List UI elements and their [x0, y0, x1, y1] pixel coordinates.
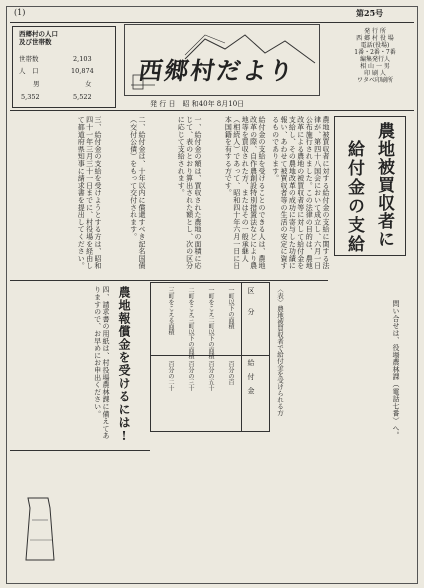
table-row-2-kubun: 一町をこえ二町以下の面積 [207, 287, 214, 359]
publisher-line-5: 編集発行人 [359, 56, 390, 63]
body-column-1: 農地被買収者に対する給付金の支給に関する法律が、第四十八国会において成立し、六月一日公布施行されました。この法律の目的は、農地改革による農地の被買収者等に対して給付金を支給し、その農地改革の成功に寄与した功績に報い、あわせて被買収者等の生活の安定に資するものであります。 [271, 116, 330, 270]
jug-illustration [18, 490, 62, 570]
publisher-info [336, 28, 414, 84]
publisher-line-6: 相 山 一 男 [360, 63, 390, 70]
masthead-title: 西郷村だより [136, 56, 297, 85]
benefit-table [150, 282, 270, 432]
publisher-line-8: ワタベ印刷所 [357, 77, 393, 84]
publish-date: 発 行 日 昭 和40年 8月10日 [150, 100, 245, 108]
population-box [12, 26, 116, 108]
lower-rule [10, 450, 150, 451]
table-col-amount: 給 付 金 [247, 359, 255, 394]
headline-line-2: 給付金の支給 [344, 140, 364, 254]
body-column-left-lower: 四、請求書の用紙は、村役場農林課に備えてありますので、お早めにお申出ください。 [93, 286, 110, 440]
page-number: (1) [14, 8, 26, 17]
body-column-2: 給付金の支給を受けることのできる人は、農地改革の際、自作農創設特別措置法などにより農地等を買収された方、またはその一般承継人（相続人）であって、昭和四十年六月一日に日本国籍を有する方です。 [224, 116, 266, 270]
publisher-line-4: 1番・2番・7番 [354, 49, 396, 56]
households-value: 2,103 [73, 55, 92, 63]
table-row-2-amount: 百分の五十 [207, 361, 214, 391]
population-title-1: 西郷村の人口 [19, 30, 58, 38]
publisher-line-1: 発 行 所 [364, 28, 386, 35]
publisher-line-2: 西 郷 村 役 場 [356, 35, 394, 42]
male-label: 男 [33, 80, 40, 88]
table-row-3-kubun: 二町をこえ三町以下の面積 [187, 287, 194, 359]
population-value: 10,874 [71, 67, 94, 75]
table-row-4-kubun: 三町をこえる面積 [167, 287, 174, 335]
subhead: 農地報償金を受けるには! [117, 286, 131, 444]
table-header-divider [241, 283, 242, 431]
population-label: 人 口 [19, 67, 39, 75]
header-top-rule [10, 22, 414, 23]
table-row-1-kubun: 一町以下の面積 [227, 287, 234, 329]
body-column-left-upper: 三、給付金の支給を受けようとする方は、昭和四十一年三月三十一日までに、村役場を経由して都道府県知事に請求書を提出してください。 [77, 116, 102, 270]
female-value: 5,522 [73, 93, 92, 101]
population-title-2: 及び世帯数 [19, 38, 52, 46]
publisher-line-7: 印 刷 人 [364, 70, 386, 77]
body-column-3: 一、給付金の額は、買収された農地の面積に応じて、表のとおり算出された額とし、次の区分に応じて支給されます。 [177, 116, 202, 270]
mid-rule [10, 280, 328, 281]
households-label: 世帯数 [19, 55, 39, 63]
headline-line-1: 農地被買収者に [374, 122, 394, 248]
table-row-4-amount: 百分の二十 [167, 361, 174, 391]
table-row-3-amount: 百分の三十 [187, 361, 194, 391]
header-bottom-rule [10, 110, 414, 111]
table-row-1-amount: 百分の百 [227, 361, 234, 385]
body-column-right-lower: 問い合せは、役場農林課（電話七番）へ。 [392, 300, 400, 439]
publisher-line-3: 電話(役場) [360, 42, 390, 49]
male-value: 5,352 [21, 93, 40, 101]
body-column-4: 二、給付金は、十年以内に償還すべき記名国債（交付公債）をもって交付されます。 [129, 116, 146, 270]
masthead-box [124, 24, 320, 96]
table-caption: 〈表〉農地被買収者で給付金を受けられる方 [276, 286, 284, 416]
table-col-kubun: 区 分 [247, 287, 255, 315]
female-label: 女 [85, 80, 92, 88]
issue-number: 第25号 [356, 8, 384, 18]
